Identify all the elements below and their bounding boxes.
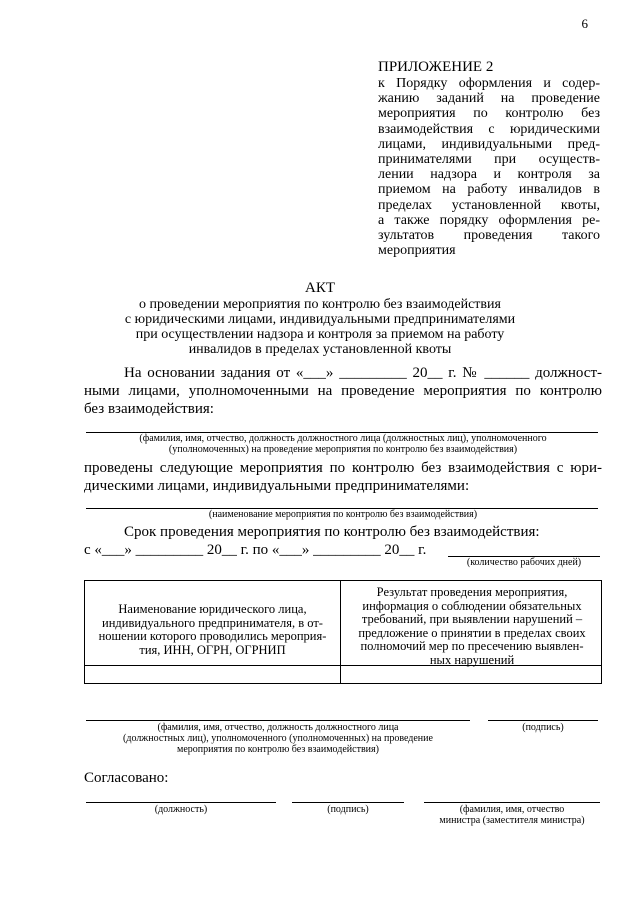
act-header [0,280,640,357]
table-header-col1-line: ношении которого проводились мероприя- [98,629,327,643]
act-subtitle-line: инвалидов в пределах установленной квоты [188,342,452,357]
position-caption: (должность) [154,804,208,815]
appendix-line: мероприятия по контролю без [378,106,600,122]
appendix-line: взаимодействия с юридическими [378,121,600,137]
act-subtitle-line: с юридическими лицами, индивидуальными предпринимателями [124,312,516,327]
act-title: АКТ [305,280,335,296]
approval-signature-fill-line [292,802,404,803]
workdays-caption: (количество рабочих дней) [466,557,582,568]
appendix-block [378,58,600,258]
name-caption-line: мероприятия по контролю без взаимодействия) [177,744,379,755]
table-header-col2-line: требований, при выявлении нарушений – [361,612,583,626]
appendix-line: зультатов проведения такого [378,228,600,244]
table-header-col2-line: полномочий мер по пресечению выявлен- [360,639,584,653]
name-caption-line: (должностных лиц), уполномоченного (уполномоченных) на проведение [123,733,433,744]
table-header-col2-line: Результат проведения мероприятия, [376,585,568,599]
approval-signature-caption: (подпись) [327,804,369,815]
appendix-line: приемом на работу инвалидов в [378,182,600,198]
page-number: 6 [581,16,588,31]
conducted-line-2: дическими лицами, индивидуальными предпринимателями: [84,478,470,494]
period-title: Срок проведения мероприятия по контролю без взаимодействия: [124,524,540,540]
table-column-divider [340,581,341,683]
appendix-line: мероприятия [378,243,456,259]
table-header-col1 [87,603,338,657]
approval-name-caption-line: министра (заместителя министра) [439,815,585,826]
basis-line-3: без взаимодействия: [84,401,214,417]
conducted-line-1: проведены следующие мероприятия по контролю без взаимодействия с юри- [84,460,602,476]
appendix-line: а также порядку оформления ре- [378,212,600,228]
appendix-line: принимателями при осуществ- [378,152,600,168]
name-caption-line: (фамилия, имя, отчество, должность должностного лица [157,722,399,733]
table-header-col1-line: Наименование юридического лица, [118,602,307,616]
approval-name-fill-line [424,802,600,803]
approval-title: Согласовано: [84,770,169,786]
name-caption [84,722,472,755]
name-fill-line [86,720,470,721]
position-fill-line [86,802,276,803]
table-header-col2 [343,586,601,667]
table-header-col2-line: информация о соблюдении обязательных [362,598,582,613]
event-name-caption: (наименование мероприятия по контролю без взаимодействия) [208,509,478,520]
appendix-line: пределах установленной квоты, [378,197,600,213]
approval-name-caption-line: (фамилия, имя, отчество [459,804,565,815]
appendix-title: ПРИЛОЖЕНИЕ 2 [378,59,494,75]
appendix-text [378,76,600,258]
officials-caption-line: (уполномоченных) на проведение мероприятия по контролю без взаимодействия) [168,444,518,455]
basis-line-1: На основании задания от «___» _________ 20__ г. № ______ должност- [124,365,602,381]
appendix-line: лении надзора и контроля за [378,167,600,183]
appendix-line: лицами, индивидуальными пред- [378,136,600,152]
appendix-line: жанию заданий на проведение [378,91,600,107]
act-subtitle-line: о проведении мероприятия по контролю без взаимодействия [139,297,501,312]
table-header-col1-line: индивидуального предпринимателя, в от- [102,615,323,630]
basis-line-2: ными лицами, уполномоченными на проведение мероприятия по контролю [84,383,602,399]
act-subtitle-line: при осуществлении надзора и контроля за приемом на работу [135,327,505,342]
appendix-line: к Порядку оформления и содер- [378,76,600,91]
approval-name-caption [420,804,604,826]
table-header-col1-line: тия, ИНН, ОГРН, ОГРНИП [139,642,286,657]
results-table [84,580,602,684]
signature-caption: (подпись) [522,722,564,733]
period-dates: с «___» _________ 20__ г. по «___» _________ 20__ г. [84,542,427,558]
officials-caption-line: (фамилия, имя, отчество, должность должностного лица (должностных лиц), уполномоченного [139,433,547,444]
table-header-col2-line: ных нарушений [429,652,515,667]
signature-fill-line [488,720,598,721]
table-header-col2-line: предложение о принятии в пределах своих [358,625,586,640]
